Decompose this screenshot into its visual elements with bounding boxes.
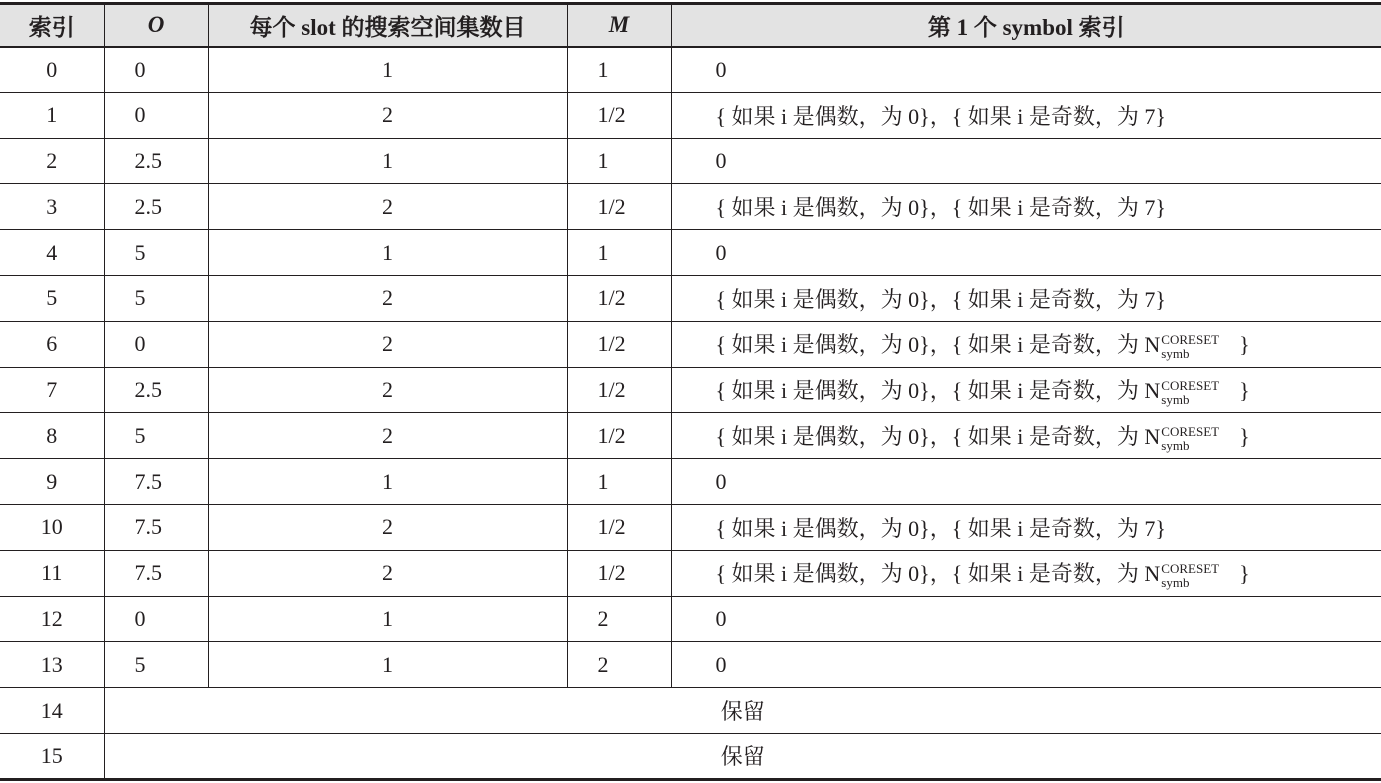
cell-o: 5 (104, 230, 208, 276)
subscript-symb: symb (1161, 575, 1190, 591)
symbol-text: { 如果 i 是偶数，为 0}，{ 如果 i 是奇数，为 N (715, 423, 1161, 449)
table-body (0, 47, 1381, 780)
table-row (0, 92, 1381, 138)
cell-o: 5 (104, 413, 208, 459)
table-header (0, 4, 1381, 47)
cell-first-symbol (671, 367, 1381, 413)
cell-count: 1 (208, 230, 567, 276)
cell-index: 10 (0, 504, 104, 550)
superscript-coreset: CORESET (1161, 332, 1220, 348)
symbol-text: 0 (715, 468, 727, 494)
cell-first-symbol (671, 596, 1381, 642)
cell-index: 14 (0, 688, 104, 734)
table-row (0, 596, 1381, 642)
cell-o: 0 (104, 596, 208, 642)
closing-brace: } (1239, 560, 1250, 586)
cell-index: 4 (0, 230, 104, 276)
cell-index: 7 (0, 367, 104, 413)
cell-o: 2.5 (104, 184, 208, 230)
cell-count: 1 (208, 596, 567, 642)
cell-first-symbol (671, 92, 1381, 138)
n-coreset-scripts (1161, 425, 1219, 452)
cell-index: 5 (0, 275, 104, 321)
cell-o: 7.5 (104, 504, 208, 550)
cell-m: 1 (567, 138, 671, 184)
table-row (0, 230, 1381, 276)
cell-m: 1/2 (567, 413, 671, 459)
table-row (0, 688, 1381, 734)
cell-count: 2 (208, 550, 567, 596)
table-row (0, 321, 1381, 367)
table-row (0, 504, 1381, 550)
cell-m: 1 (567, 459, 671, 505)
header-o: O (104, 4, 208, 47)
cell-first-symbol (671, 230, 1381, 276)
cell-count: 1 (208, 459, 567, 505)
cell-count: 2 (208, 184, 567, 230)
cell-first-symbol (671, 321, 1381, 367)
cell-m: 1 (567, 230, 671, 276)
symbol-text: { 如果 i 是偶数，为 0}，{ 如果 i 是奇数，为 7} (715, 286, 1166, 312)
cell-m: 1/2 (567, 550, 671, 596)
cell-m: 2 (567, 596, 671, 642)
symbol-text: 0 (715, 605, 727, 631)
cell-index: 1 (0, 92, 104, 138)
cell-o: 5 (104, 275, 208, 321)
cell-o: 2.5 (104, 138, 208, 184)
cell-count: 1 (208, 138, 567, 184)
cell-o: 7.5 (104, 459, 208, 505)
cell-m: 1 (567, 47, 671, 93)
symbol-text: { 如果 i 是偶数，为 0}，{ 如果 i 是奇数，为 N (715, 377, 1161, 403)
cell-o: 0 (104, 47, 208, 93)
cell-first-symbol (671, 642, 1381, 688)
cell-index: 11 (0, 550, 104, 596)
cell-count: 2 (208, 321, 567, 367)
cell-index: 9 (0, 459, 104, 505)
table-row (0, 733, 1381, 779)
table-row (0, 275, 1381, 321)
table-row (0, 47, 1381, 93)
symbol-text: 0 (715, 56, 727, 82)
closing-brace: } (1239, 377, 1250, 403)
cell-m: 2 (567, 642, 671, 688)
cell-o: 2.5 (104, 367, 208, 413)
table-row (0, 642, 1381, 688)
symbol-text: 0 (715, 147, 727, 173)
symbol-text: { 如果 i 是偶数，为 0}，{ 如果 i 是奇数，为 7} (715, 195, 1166, 221)
cell-count: 2 (208, 367, 567, 413)
cell-o: 0 (104, 321, 208, 367)
table-row (0, 550, 1381, 596)
cell-first-symbol (671, 138, 1381, 184)
cell-index: 8 (0, 413, 104, 459)
cell-m: 1/2 (567, 367, 671, 413)
table-row (0, 184, 1381, 230)
table-row (0, 413, 1381, 459)
header-row (0, 4, 1381, 47)
n-coreset-scripts (1161, 562, 1219, 589)
symbol-text: 0 (715, 651, 727, 677)
table-row (0, 138, 1381, 184)
header-m: M (567, 4, 671, 47)
cell-first-symbol (671, 184, 1381, 230)
symbol-text: { 如果 i 是偶数，为 0}，{ 如果 i 是奇数，为 N (715, 560, 1161, 586)
cell-count: 2 (208, 275, 567, 321)
table-row (0, 459, 1381, 505)
cell-first-symbol (671, 275, 1381, 321)
cell-m: 1/2 (567, 275, 671, 321)
cell-count: 2 (208, 504, 567, 550)
cell-m: 1/2 (567, 504, 671, 550)
cell-m: 1/2 (567, 184, 671, 230)
subscript-symb: symb (1161, 346, 1190, 362)
cell-first-symbol (671, 47, 1381, 93)
cell-m: 1/2 (567, 92, 671, 138)
cell-index: 2 (0, 138, 104, 184)
cell-first-symbol (671, 550, 1381, 596)
cell-count: 1 (208, 47, 567, 93)
n-coreset-scripts (1161, 379, 1219, 406)
cell-index: 15 (0, 733, 104, 779)
symbol-text: { 如果 i 是偶数，为 0}，{ 如果 i 是奇数，为 7} (715, 515, 1166, 541)
cell-index: 3 (0, 184, 104, 230)
symbol-text: { 如果 i 是偶数，为 0}，{ 如果 i 是奇数，为 7} (715, 103, 1166, 129)
subscript-symb: symb (1161, 392, 1190, 408)
cell-m: 1/2 (567, 321, 671, 367)
cell-first-symbol (671, 459, 1381, 505)
symbol-text: 0 (715, 239, 727, 265)
cell-reserved: 保留 (104, 733, 1381, 779)
cell-index: 12 (0, 596, 104, 642)
cell-reserved: 保留 (104, 688, 1381, 734)
cell-first-symbol (671, 504, 1381, 550)
cell-index: 0 (0, 47, 104, 93)
closing-brace: } (1239, 423, 1250, 449)
header-index: 索引 (0, 4, 104, 47)
cell-o: 0 (104, 92, 208, 138)
cell-o: 5 (104, 642, 208, 688)
cell-first-symbol (671, 413, 1381, 459)
superscript-coreset: CORESET (1161, 424, 1220, 439)
subscript-symb: symb (1161, 438, 1190, 453)
cell-count: 1 (208, 642, 567, 688)
superscript-coreset: CORESET (1161, 378, 1220, 394)
cell-count: 2 (208, 92, 567, 138)
search-space-table (0, 2, 1381, 781)
header-first-symbol-index: 第 1 个 symbol 索引 (671, 4, 1381, 47)
closing-brace: } (1239, 331, 1250, 357)
superscript-coreset: CORESET (1161, 561, 1220, 577)
symbol-text: { 如果 i 是偶数，为 0}，{ 如果 i 是奇数，为 N (715, 331, 1161, 357)
cell-o: 7.5 (104, 550, 208, 596)
n-coreset-scripts (1161, 333, 1219, 360)
header-search-space-count: 每个 slot 的搜索空间集数目 (208, 4, 567, 47)
cell-count: 2 (208, 413, 567, 459)
table-row (0, 367, 1381, 413)
cell-index: 6 (0, 321, 104, 367)
cell-index: 13 (0, 642, 104, 688)
